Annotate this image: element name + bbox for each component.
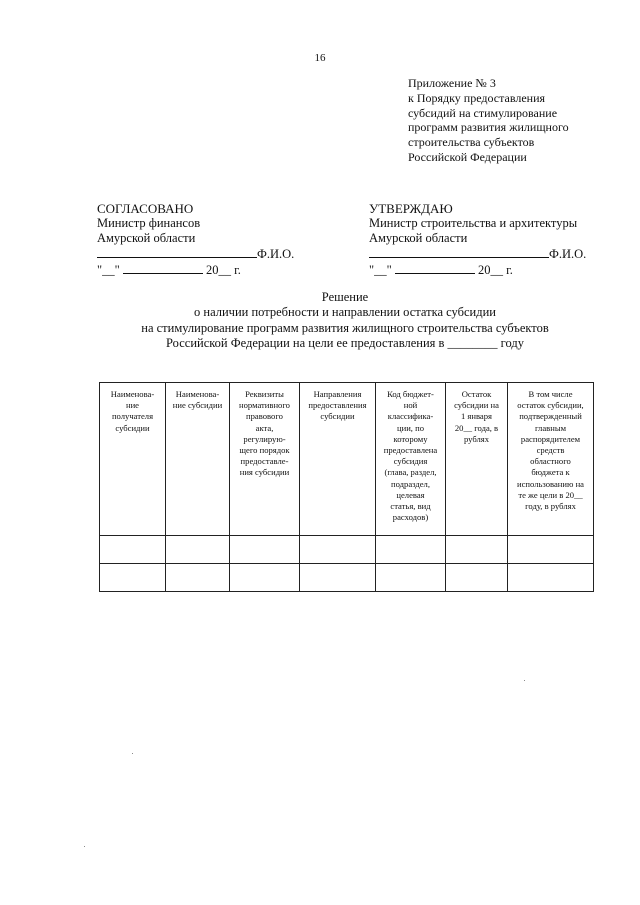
table-cell[interactable]	[446, 564, 508, 592]
column-header-subsidy-name: Наименова- ние субсидии	[166, 383, 230, 536]
approved-date-line	[369, 262, 586, 278]
signature-underline	[369, 246, 549, 258]
table-row	[100, 536, 594, 564]
appendix-line: строительства субъектов	[408, 135, 535, 150]
appendix-line: субсидий на стимулирование	[408, 105, 558, 120]
decision-line: на стимулирование программ развития жилищного строительства субъектов	[141, 320, 549, 335]
decision-line: Российской Федерации на цели ее предоставления в ________ году	[166, 336, 524, 351]
subsidy-table	[99, 382, 594, 592]
page-number: 16	[314, 52, 326, 64]
approved-heading: УТВЕРЖДАЮ	[369, 201, 453, 216]
approved-position: Министр строительства и архитектуры	[369, 216, 578, 230]
approved-region: Амурской области	[369, 231, 468, 245]
table-cell[interactable]	[508, 536, 594, 564]
table-row	[100, 564, 594, 592]
table-cell[interactable]	[100, 564, 166, 592]
table-cell[interactable]	[100, 536, 166, 564]
agreed-position: Министр финансов	[97, 216, 201, 230]
appendix-line: к Порядку предоставления	[408, 90, 546, 105]
agreed-date-line	[97, 262, 294, 278]
scan-speck	[524, 680, 525, 681]
agreed-date-day: "__"	[97, 263, 120, 277]
column-header-legal-act: Реквизиты нормативного правового акта, регулирую- щего порядок предоставле- ния субсидии	[230, 383, 300, 536]
agreed-heading: СОГЛАСОВАНО	[97, 201, 194, 216]
column-header-balance: Остаток субсидии на 1 января 20__ года, в рублях	[446, 383, 508, 536]
appendix-line: Приложение № 3	[408, 76, 496, 90]
table-cell[interactable]	[446, 536, 508, 564]
decision-line: о наличии потребности и направлении остатка субсидии	[194, 305, 496, 320]
table-cell[interactable]	[508, 564, 594, 592]
agreed-fio-label: Ф.И.О.	[257, 247, 295, 261]
table-cell[interactable]	[230, 536, 300, 564]
column-header-directions: Направления предоставления субсидии	[300, 383, 376, 536]
decision-title: Решение	[321, 290, 369, 304]
appendix-line: Российской Федерации	[408, 149, 527, 164]
table-cell[interactable]	[230, 564, 300, 592]
date-month-underline	[395, 262, 475, 274]
signature-underline	[97, 246, 257, 258]
appendix-line: программ развития жилищного	[408, 120, 569, 135]
agreed-date-year: 20__ г.	[205, 263, 241, 277]
agreed-region: Амурской области	[97, 231, 196, 245]
table-cell[interactable]	[300, 536, 376, 564]
agreed-block	[97, 201, 294, 278]
approved-block	[369, 201, 586, 278]
scan-speck	[84, 846, 85, 847]
column-header-confirmed-balance: В том числе остаток субсидии, подтвержденный главным распорядителем средств областного бюджета к использованию на те же цели в 20__ году, в рублях	[508, 383, 594, 536]
column-header-budget-code: Код бюджет- ной классифика- ции, по которому предоставлена субсидия (глава, раздел, подраздел, целевая статья, вид расходов)	[376, 383, 446, 536]
table-cell[interactable]	[166, 536, 230, 564]
date-month-underline	[123, 262, 203, 274]
approved-signature-line	[369, 246, 586, 262]
scan-speck	[132, 753, 133, 754]
decision-title-block	[0, 290, 640, 352]
table-header-row	[100, 383, 594, 536]
table-cell[interactable]	[376, 536, 446, 564]
approved-fio-label: Ф.И.О.	[549, 247, 587, 261]
appendix-reference	[408, 76, 628, 165]
column-header-recipient-name: Наименова- ние получателя субсидии	[100, 383, 166, 536]
table-cell[interactable]	[376, 564, 446, 592]
approved-date-year: 20__ г.	[477, 263, 513, 277]
approved-date-day: "__"	[369, 263, 392, 277]
table-cell[interactable]	[300, 564, 376, 592]
table-cell[interactable]	[166, 564, 230, 592]
agreed-signature-line	[97, 246, 294, 262]
